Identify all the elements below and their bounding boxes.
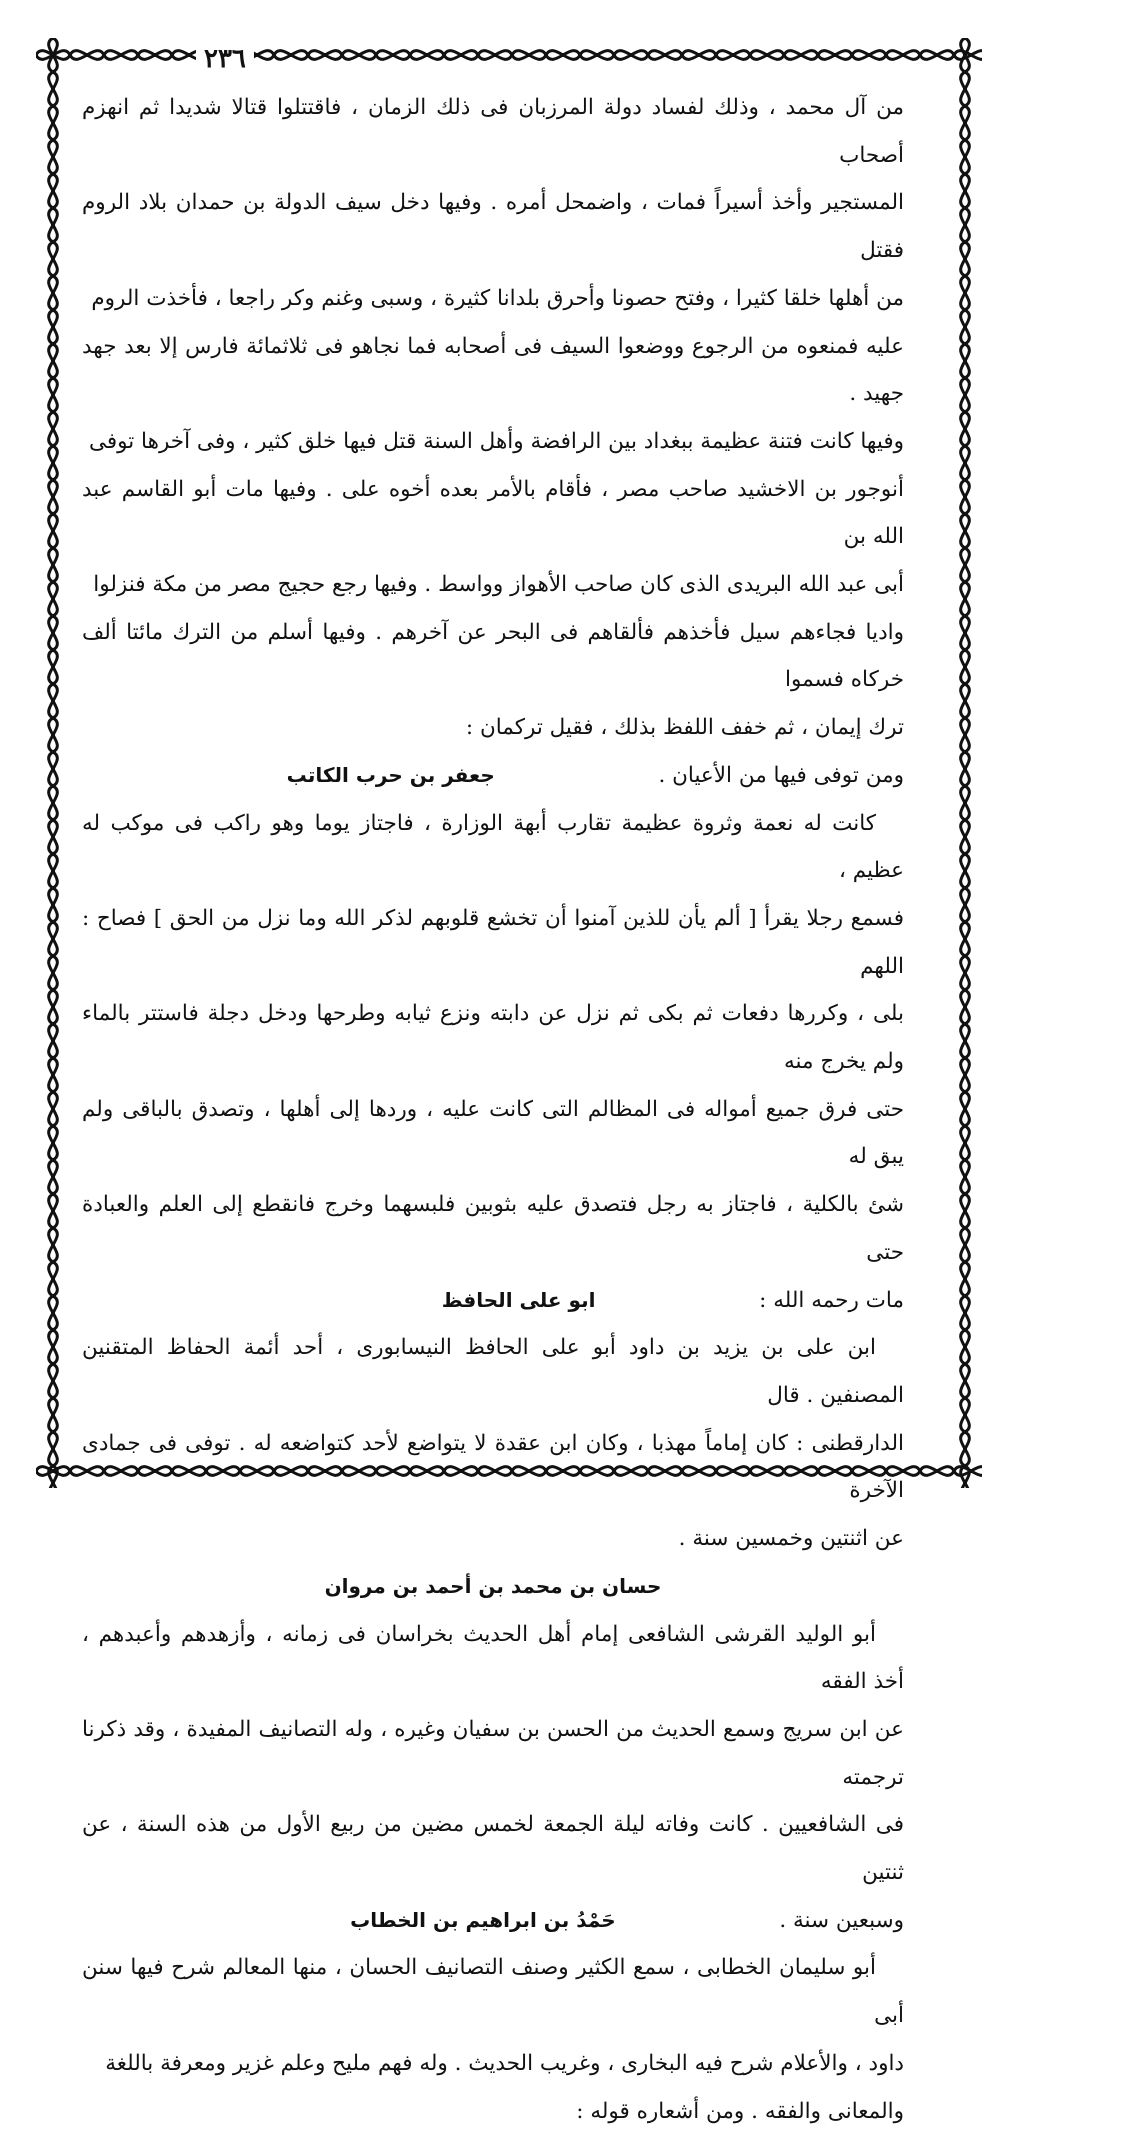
text-line: وسبعين سنة . xyxy=(779,1907,904,1933)
text-line: عليه فمنعوه من الرجوع ووضعوا السيف فى أصحابه فما نجاهو فى ثلاثمائة فارس إلا بعد جهد جهيد . xyxy=(82,333,904,407)
text-line: والمعانى والفقه . ومن أشعاره قوله : xyxy=(576,2098,904,2124)
text-line: بلى ، وكررها دفعات ثم بكى ثم نزل عن دابته ونزع ثيابه وطرحها ودخل دجلة فاستتر بالماء ولم يخرج منه xyxy=(82,1001,904,1075)
text-line: الدارقطنى : كان إماماً مهذبا ، وكان ابن عقدة لا يتواضع لأحد كتواضعه له . توفى فى جمادى الآخرة xyxy=(82,1430,904,1504)
text-line: أنوجور بن الاخشيد صاحب مصر ، فأقام بالأمر بعده أخوه على . وفيها مات أبو القاسم عبد الله بن xyxy=(82,476,904,550)
section-heading-line xyxy=(82,1277,904,1325)
text-line: وفيها كانت فتنة عظيمة ببغداد بين الرافضة وأهل السنة قتل فيها خلق كثير ، وفى آخرها توفى xyxy=(88,428,904,454)
page-body xyxy=(82,84,904,2124)
text-line: كانت له نعمة وثروة عظيمة تقارب أبهة الوزارة ، فاجتاز يوما وهو راكب فى موكب له عظيم ، xyxy=(82,810,904,884)
text-line: أبو الوليد القرشى الشافعى إمام أهل الحديث بخراسان فى زمانه ، وأزهدهم وأعبدهم ، أخذ الفقه xyxy=(82,1621,904,1695)
notables-line xyxy=(82,752,904,800)
text-line: من آل محمد ، وذلك لفساد دولة المرزبان فى ذلك الزمان ، فاقتتلوا قتالا شديدا ثم انهزم أصحاب xyxy=(82,95,904,168)
section-heading: جعفر بن حرب الكاتب xyxy=(286,762,495,787)
ornamental-border-left xyxy=(36,38,70,1488)
text-line: مات رحمه الله : xyxy=(759,1287,904,1313)
section-heading: حسان بن محمد بن أحمد بن مروان xyxy=(324,1573,662,1598)
text-line: عن ابن سريج وسمع الحديث من الحسن بن سفيان وغيره ، وله التصانيف المفيدة ، وقد ذكرنا ترجمته xyxy=(82,1716,904,1790)
text-line: شئ بالكلية ، فاجتاز به رجل فتصدق عليه بثوبين فلبسهما وخرج فانقطع إلى العلم والعبادة حتى xyxy=(82,1192,904,1265)
text-line: أبو سليمان الخطابى ، سمع الكثير وصنف التصانيف الحسان ، منها المعالم شرح فيها سنن أبى xyxy=(82,1955,904,2029)
text-line: فى الشافعيين . كانت وفاته ليلة الجمعة لخمس مضين من ربيع الأول من هذه السنة ، عن ثنتين xyxy=(82,1812,904,1886)
text-line: فسمع رجلا يقرأ [ ألم يأن للذين آمنوا أن تخشع قلوبهم لذكر الله وما نزل من الحق ] فصاح : اللهم xyxy=(82,905,904,979)
ornamental-border-top xyxy=(36,38,982,72)
text-line: عن اثنتين وخمسين سنة . xyxy=(678,1526,904,1552)
notables-intro: ومن توفى فيها من الأعيان . xyxy=(658,762,904,788)
text-line: ترك إيمان ، ثم خفف اللفظ بذلك ، فقيل تركمان : xyxy=(465,715,904,741)
section-heading: ابو على الحافظ xyxy=(441,1287,596,1312)
text-line: داود ، والأعلام شرح فيه البخارى ، وغريب الحديث . وله فهم مليح وعلم غزير ومعرفة باللغة xyxy=(105,2050,904,2076)
text-line: حتى فرق جميع أمواله فى المظالم التى كانت عليه ، وردها إلى أهلها ، وتصدق بالباقى ولم يبق له xyxy=(82,1096,904,1170)
ornamental-border-right xyxy=(948,38,982,1488)
text-line: ابن على بن يزيد بن داود أبو على الحافظ النيسابورى ، أحد أئمة الحفاظ المتقنين المصنفين . قال xyxy=(82,1335,904,1408)
text-line: واديا فجاءهم سيل فأخذهم فألقاهم فى البحر عن آخرهم . وفيها أسلم من الترك مائتا ألف خركاه فسموا xyxy=(82,619,904,693)
section-heading-line xyxy=(82,1897,904,1945)
text-line: المستجير وأخذ أسيراً فمات ، واضمحل أمره . وفيها دخل سيف الدولة بن حمدان بلاد الروم فقتل xyxy=(82,190,904,264)
section-heading: حَمْدُ بن ابراهيم بن الخطاب xyxy=(350,1907,616,1932)
text-line: من أهلها خلقا كثيرا ، وفتح حصونا وأحرق بلدانا كثيرة ، وسبى وغنم وكر راجعا ، فأخذت الروم xyxy=(91,285,904,311)
text-line: أبى عبد الله البريدى الذى كان صاحب الأهواز وواسط . وفيها رجع حجيج مصر من مكة فنزلوا xyxy=(93,572,904,598)
page-number: ٢٣٦ xyxy=(196,46,254,72)
